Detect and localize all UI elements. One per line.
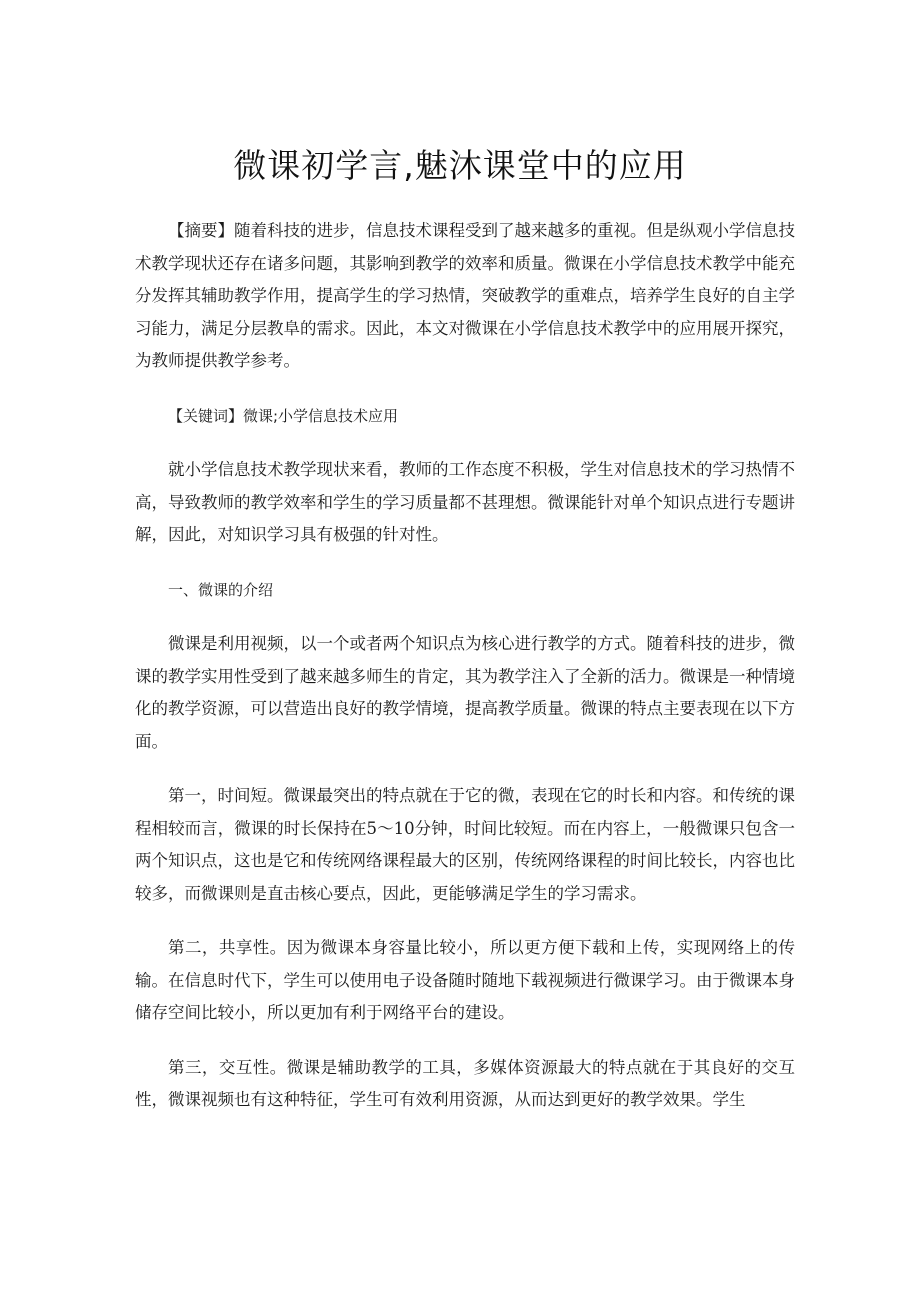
abstract-paragraph: 【摘要】随着科技的进步，信息技术课程受到了越来越多的重视。但是纵观小学信息技术教学现状还存在诸多问题，其影响到教学的效率和质量。微课在小学信息技术教学中能充分发挥其辅助教学作用，提高学生的学习热情，突破教学的重难点，培养学生良好的自主学习能力，满足分层教阜的需求。因此，本文对微课在小学信息技术教学中的应用展开探究，为教师提供教学参考。 xyxy=(135,221,795,370)
body-paragraph: 第一，时间短。微课最突出的特点就在于它的微，表现在它的时长和内容。和传统的课程相较而言，微课的时长保持在5〜10分钟，时间比较短。而在内容上，一般微课只包含一两个知识点，这也是它和传统网络课程最大的区别，传统网络课程的时间比较长，内容也比较多，而微课则是直击核心要点，因此，更能够满足学生的学习需求。 xyxy=(135,786,795,903)
intro-paragraph: 就小学信息技术教学现状来看，教师的工作态度不积极，学生对信息技术的学习热情不高，导致教师的教学效率和学生的学习质量都不甚理想。微课能针对单个知识点进行专题讲解，因此，对知识学习具有极强的针对性。 xyxy=(135,460,795,544)
keywords-paragraph: 【关键词】微课;小学信息技术应用 xyxy=(168,406,399,425)
document-title: 微课初学言,魅沐课堂中的应用 xyxy=(233,146,687,185)
section-heading: 一、微课的介绍 xyxy=(168,580,274,599)
body-paragraph: 第三，交互性。微课是辅助教学的工具，多媒体资源最大的特点就在于其良好的交互性，微课视频也有这种特征，学生可有效利用资源，从而达到更好的教学效果。学生 xyxy=(135,1057,795,1109)
body-paragraph: 微课是利用视频，以一个或者两个知识点为核心进行教学的方式。随着科技的进步，微课的教学实用性受到了越来越多师生的肯定，其为教学注入了全新的活力。微课是一种情境化的教学资源，可以营造出良好的教学情境，提高教学质量。微课的特点主要表现在以下方面。 xyxy=(135,634,795,751)
body-paragraph: 第二，共享性。因为微课本身容量比较小，所以更方便下载和上传，实现网络上的传输。在信息时代下，学生可以使用电子设备随时随地下载视频进行微课学习。由于微课本身储存空间比较小，所以更加有利于网络平台的建设。 xyxy=(135,938,795,1022)
document-body xyxy=(135,215,795,1139)
